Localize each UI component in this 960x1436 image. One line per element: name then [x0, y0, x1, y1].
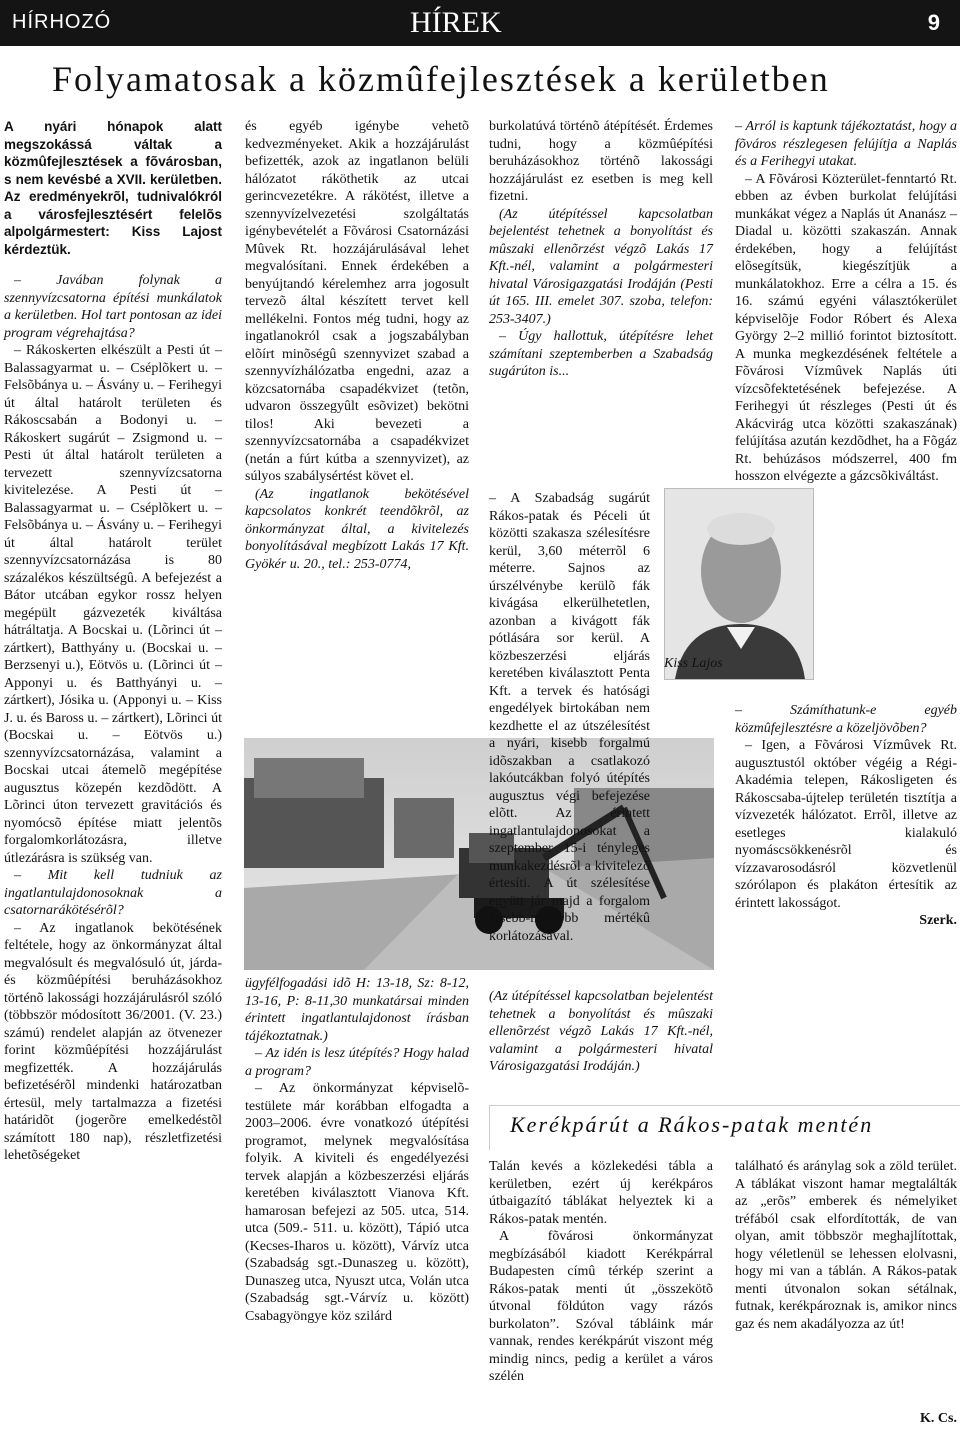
box-title: Kerékpárút a Rákos-patak mentén	[510, 1112, 874, 1137]
column-3-top	[489, 118, 713, 488]
answer-2-cont: és egyéb igénybe vehetõ kedvezményeket. Akik a hozzájárulást befizették, azok az ingatlanon belüli hálózatot ráköthetik az utcai gerincvezetékre. A rákötést, illetve a szennyvízelvezetési szolgáltatás igénybevételét a Fõvárosi Csatornázási Mûvek Rt. hozzájárulásával lehet megvalósítani. Ennek érdekében a benyújtandó kérelemhez arra jogosult tervezõ által készített tervet kell mellékelni. Fontos még tudni, hogy az ingatlanokról csak a jogszabályban elõírt minõségû szennyvizet szabad a szennyvízhálózatba engedni, azaz a közcsatornába csapadékvizet (tetõn, udvaron összegyûlt esõvizet) bekötni tilos! Aki bevezeti a szennyvízcsatornába a csapadékvizet (netán a fúrt kútba a szennyvizet), az súlyos szabálysértést követ el.	[245, 119, 469, 484]
column-2-top	[245, 118, 469, 734]
question-5: – Arról is kaptunk tájékoztatást, hogy a fõváros részlegesen felújítja a Naplás és a Ferihegyi utakat.	[735, 119, 957, 169]
answer-3: – Az önkormányzat képviselõ-testülete már korábban elfogadta a 2003–2006. évre vonatkozó útépítési programot, melynek megvalósítása folyik. A kiviteli és engedélyezési tervek alapján a közbeszerzési eljárás keretében kiválasztott Vianova Kft. hamarosan befejezi az 505. utca, 514. utca (509.- 511. u. között), Tápió utca (Kecses-Iharos u. között), Várvíz utca (Szabadság sgt.-Dunaszeg u. között), Dunaszeg utca, Nyuszt utca, Volán utca (Szabadság sgt.-Várvíz u. között) Csabagyöngye köz szilárd	[245, 1081, 469, 1324]
answer-2: – Az ingatlanok bekötésének feltétele, hogy az önkormányzat által megvalósult és megvalósuló út, járda- és közmûépítési beruházásokhoz történõ lakossági hozzájárulásról szóló (többször módosított 36/2001. (V. 23.) számú) rendelet alapján az ötvenezer forint közmûépítési hozzájárulást megfizették. A hozzájárulás befizetésérõl mindenki határozatban értesül, mely tartalmazza a fizetési határidõt (jogerõre emelkedéstõl számított 180 nap), részletfizetési lehetõségeket	[4, 920, 222, 1163]
page-number: 9	[927, 10, 940, 35]
road-note-2: (Az útépítéssel kapcsolatban bejelentést tehetnek a bonyolítást és mûszaki ellenõrzést végzõ Lakás 17 Kft.-nél, valamint a polgármesteri hivatal Városigazgatási Irodáján.)	[489, 989, 713, 1074]
column-4-bottom	[735, 702, 957, 1097]
answer-6: – Igen, a Fõvárosi Vízmûvek Rt. augusztustól október végéig a Régi-Akadémia telepen, Rákosligeten és Rákoscsaba-újtelep területén tisztítja a vízvezeték hálózatot. Errõl, illetve az esetleges kialakuló nyomáscsökkenésrõl és vízzavarosodásról közvetlenül szórólapon és plakáton értesítik az érintett lakosságot.	[735, 738, 957, 911]
column-3-photo-gap	[489, 724, 569, 986]
box-column-1	[489, 1158, 713, 1432]
box-column-2	[735, 1158, 957, 1398]
box-paragraph-1: Talán kevés a közlekedési tábla a kerületben, ezért új kerékpáros útbaigazító táblákat helyeztek ki a Rákos-patak mentén.	[489, 1159, 713, 1227]
column-1	[4, 118, 222, 1432]
column-3-wrap	[489, 490, 650, 944]
answer-5: – A Fõvárosi Közterület-fenntartó Rt. ebben az évben burkolat felújítási munkákat végez a Naplás út Ananász – Diadal u. közötti szakaszán. Annak érdekében, hogy a felújítást elõsegítsük, kiegészítjük a munkálatokhoz. Erre a célra a 15. és 16. számú egyéni választókerület képviselõje Fodor Róbert és Alexa György 2–2 millió forintot biztosított. A munka megkezdésének feltétele a Fõvárosi Vízmûvek Naplás úti vízcsõfektetésének befejezése. A Ferihegyi út részleges (Pesti út és Akácvirág utca közötti szakaszának) felújítása azután kezdõdhet, ha a Fõgáz Rt. behúzásos módszerrel, 400 fm hosszon elvégezte a gázcsõkiváltást.	[735, 171, 957, 484]
answer-4: – A Szabadság sugárút Rákos-patak és Péceli út közötti szakasza szélesítésre kerül, 3,60 méterrõl 6 méterre. Sajnos az úrszélvénybe kerülõ fák kivágása elkerülhetetlen, azonban a kivágott fák pótlására sor kerül. A közbeszerzési eljárás keretében kiválasztott Penta Kft. a tervek és hatósági engedélyek birtokában nem kezdhette el az útszélesítést a nyári, kisebb forgalmú idõszakban a csatlakozó lakóutcákban folyó útépítés augusztus végi befejezése elõtt. Az érintett ingatlantulajdonosokat a szeptember 15-i tényleges munkakezdésrõl a kivitelezõ értesíti. A út szélesítése együtt jár majd a forgalom kisebb-nagyobb mértékû korlátozásával.	[489, 491, 650, 944]
article-title: Folyamatosak a közmûfejlesztések a kerületben	[52, 59, 830, 99]
office-hours: ügyfélfogadási idõ H: 13-18, Sz: 8-12, 13-16, P: 8-11,30 munkatársai minden érintett ingatlantulajdonost írásban tájékoztatnak.)	[245, 976, 469, 1044]
column-4-top	[735, 118, 957, 484]
box-signature-wrap	[735, 1410, 957, 1432]
question-2: – Mit kell tudniuk az ingatlantulajdonosoknak a csatornarákötésérõl?	[4, 868, 222, 918]
question-3: – Az idén is lesz útépítés? Hogy halad a program?	[245, 1046, 469, 1079]
box-paragraph-2: A fõvárosi önkormányzat megbízásából kiadott Kerékpárral Budapesten címû térkép szerint a Rákos-patak menti út „összekötõ útvonal földúton vagy rázós burkolaton”. Szóval tábláink már vannak, rendes kerékpárút viszont még mindig nincs, pedig a kerület a város szélén	[489, 1229, 713, 1384]
portrait-photo	[664, 488, 814, 680]
column-3-bottom	[489, 988, 713, 1088]
road-note: (Az útépítéssel kapcsolatban bejelentést tehetnek a bonyolítást és mûszaki ellenõrzést végzõ Lakás 17 Kft.-nél, valamint a polgármesteri hivatal Városigazgatási Irodáján (Pesti út 165. III. emelet 307. szoba, telefon: 253-3407.)	[489, 206, 713, 327]
answer-3-cont: burkolatúvá történõ átépítését. Érdemes tudni, hogy a közmûépítési beruházásokhoz történõ lakossági hozzájárulást ez esetben is meg kell fizetni.	[489, 119, 713, 204]
question-6: – Számíthatunk-e egyéb közmûfejlesztésre a közeljövõben?	[735, 703, 957, 736]
photo-caption: Kiss Lajos	[664, 656, 723, 671]
question-4: – Úgy hallottuk, útépítésre lehet számítani szeptemberben a Szabadság sugárúton is...	[489, 329, 713, 379]
page-header	[0, 0, 960, 46]
section-name: HÍREK	[410, 6, 502, 39]
portrait-image	[665, 489, 813, 679]
box-paragraph-3: található és aránylag sok a zöld terület. A táblákat viszont hamar megtalálták az „erõs” emberek és némelyiket tréfából csak elfordították, de van olyan, amit többször meghajlítottak, hogy véletlenül se lehessen elolvasni, hogy mi van a táblán. A Rákos-patak menti útvonalon sokan sétálnak, futnak, kerékpároznak is, amikor nincs gaz és nem akadályozza az út!	[735, 1159, 957, 1332]
article-signature: Szerk.	[919, 913, 957, 928]
box-signature: K. Cs.	[920, 1411, 957, 1426]
question-1: – Javában folynak a szennyvízcsatorna építési munkálatok a kerületben. Hol tart pontosan az idei program végrehajtása?	[4, 273, 222, 341]
column-3-narrow	[572, 724, 713, 986]
column-2-bottom	[245, 975, 469, 1431]
answer-1: – Rákoskerten elkészült a Pesti út – Balassagyarmat u. – Cséplõkert u. – Felsõbánya u. – Ásvány u. – Ferihegyi út által határolt területen és Rákoscsabán a Bodonyi u. – Rákoskert sugárút – Zsigmond u. – Pesti út által határolt területen a tervezett szennyvízcsatorna kivitelezése. A Pesti út – Balassagyarmat u. – Cséplõkert u. – Felsõbánya u. – Ásvány u. – Ferihegyi út által határolt terület szennyvízcsatornázása is 80 százalékos készültségû. A befejezést a Bátor utcában egykor rossz helyen megépült gázvezeték kiváltása hátráltatja. A Bocskai u. (Lõrinci út – zártkert), Batthyány u. (Bocskai u. – Berzsenyi u.), Eötvös u. (Lõrinci út – Apponyi u. és Batthyányi u. – zártkert), Jósika u. (Apponyi u. – Kiss J. u. és Baross u. – zártkert), Lõrinci út (Bocskai u. – Eötvös u.) szennyvízcsatornázása, valamint a Bocskai utcai átemelõ megépítése augusztus közepén kezdõdött. A Lõrinci úton tervezett gravitációs és nyomócsõ építése miatt jelentõs forgalomkorlátozásra, illetve útlezárásra is szükség van.	[4, 343, 222, 866]
article-lead: A nyári hónapok alatt megszokássá váltak a közmûfejlesztések a fõvárosban, s nem kevésbé a XVII. kerületben. Az eredményekrõl, tudnivalókról a városfejlesztésért felelõs alpolgármestert: Kiss Lajost kérdeztük.	[4, 119, 222, 257]
section-label: HÍRHOZÓ	[12, 11, 112, 33]
contact-note: (Az ingatlanok bekötésével kapcsolatos konkrét teendõkrõl, az önkormányzat által, a kivitelezés bonyolításával megbízott Lakás 17 Kft. Gyökér u. 20., tel.: 253-0774,	[245, 486, 469, 572]
